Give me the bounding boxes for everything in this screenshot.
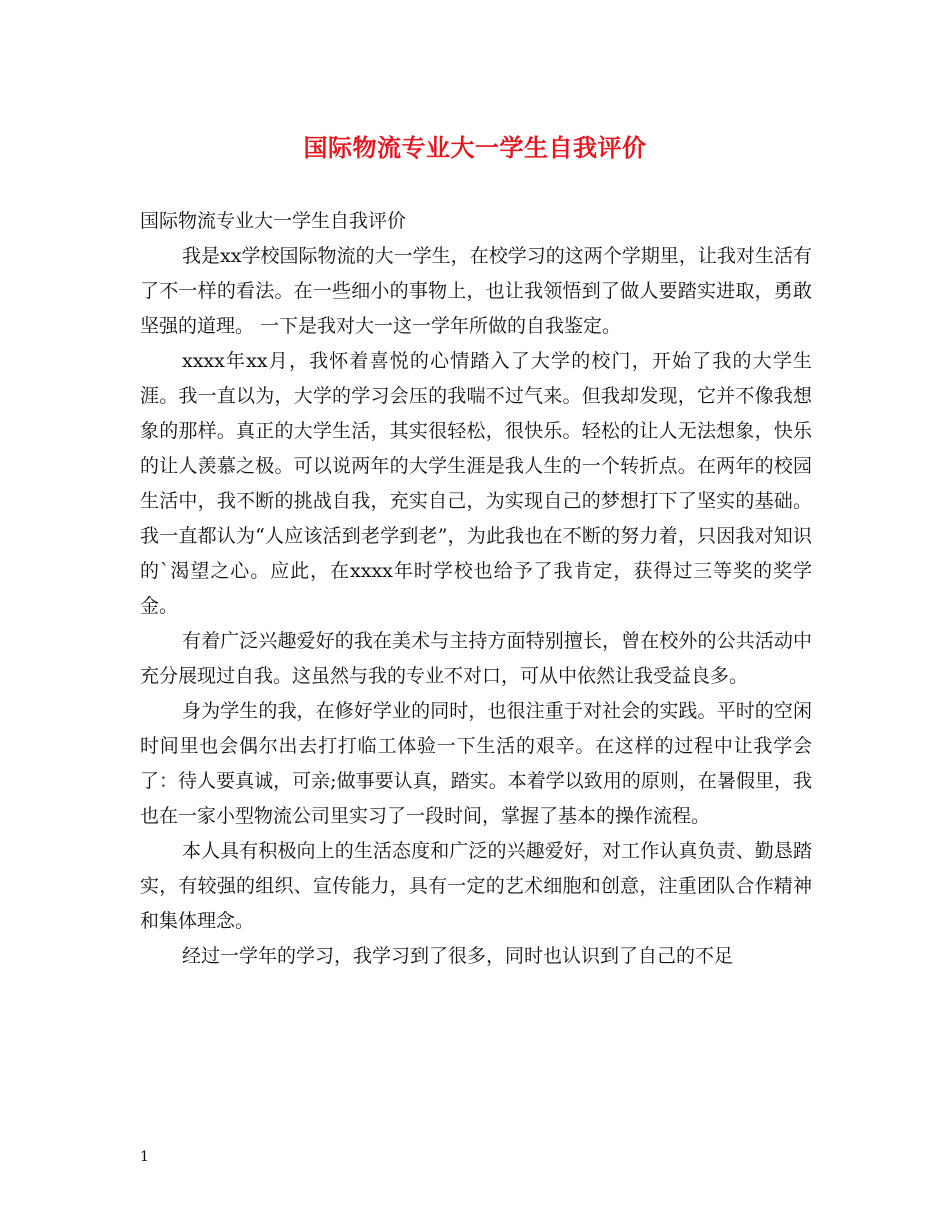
paragraph: 我是xx学校国际物流的大一学生，在校学习的这两个学期里，让我对生活有了不一样的看法。在一些细小的事物上，也让我领悟到了做人要踏实进取，勇敢坚强的道理。 一下是我对大一这一学年所做的自我鉴定。: [140, 245, 812, 337]
paragraph: 有着广泛兴趣爱好的我在美术与主持方面特别擅长，曾在校外的公共活动中充分展现过自我。这虽然与我的专业不对口，可从中依然让我受益良多。: [140, 630, 812, 687]
paragraph: 身为学生的我，在修好学业的同时，也很注重于对社会的实践。平时的空闲时间里也会偶尔出去打打临工体验一下生活的艰辛。在这样的过程中让我学会了：待人要真诚，可亲;做事要认真，踏实。本着学以致用的原则，在暑假里，我也在一家小型物流公司里实习了一段时间，掌握了基本的操作流程。: [140, 700, 812, 827]
document-body: [140, 204, 812, 974]
paragraph: xxxx年xx月，我怀着喜悦的心情踏入了大学的校门，开始了我的大学生涯。我一直以为，大学的学习会压的我喘不过气来。但我却发现，它并不像我想象的那样。真正的大学生活，其实很轻松，很快乐。轻松的让人无法想象，快乐的让人羡慕之极。可以说两年的大学生涯是我人生的一个转折点。在两年的校园生活中，我不断的挑战自我，充实自己，为实现自己的梦想打下了坚实的基础。我一直都认为“人应该活到老学到老”，为此我也在不断的努力着，只因我对知识的`渴望之心。应此，在xxxx年时学校也给予了我肯定，获得过三等奖的奖学金。: [140, 350, 812, 617]
paragraph: 本人具有积极向上的生活态度和广泛的兴趣爱好，对工作认真负责、勤恳踏实，有较强的组织、宣传能力，具有一定的艺术细胞和创意，注重团队合作精神和集体理念。: [140, 840, 812, 932]
document-title: 国际物流专业大一学生自我评价: [303, 133, 647, 162]
document-subtitle: 国际物流专业大一学生自我评价: [140, 210, 407, 232]
page-number: 1: [140, 1149, 149, 1165]
paragraph: 经过一学年的学习，我学习到了很多，同时也认识到了自己的不足: [182, 945, 734, 967]
